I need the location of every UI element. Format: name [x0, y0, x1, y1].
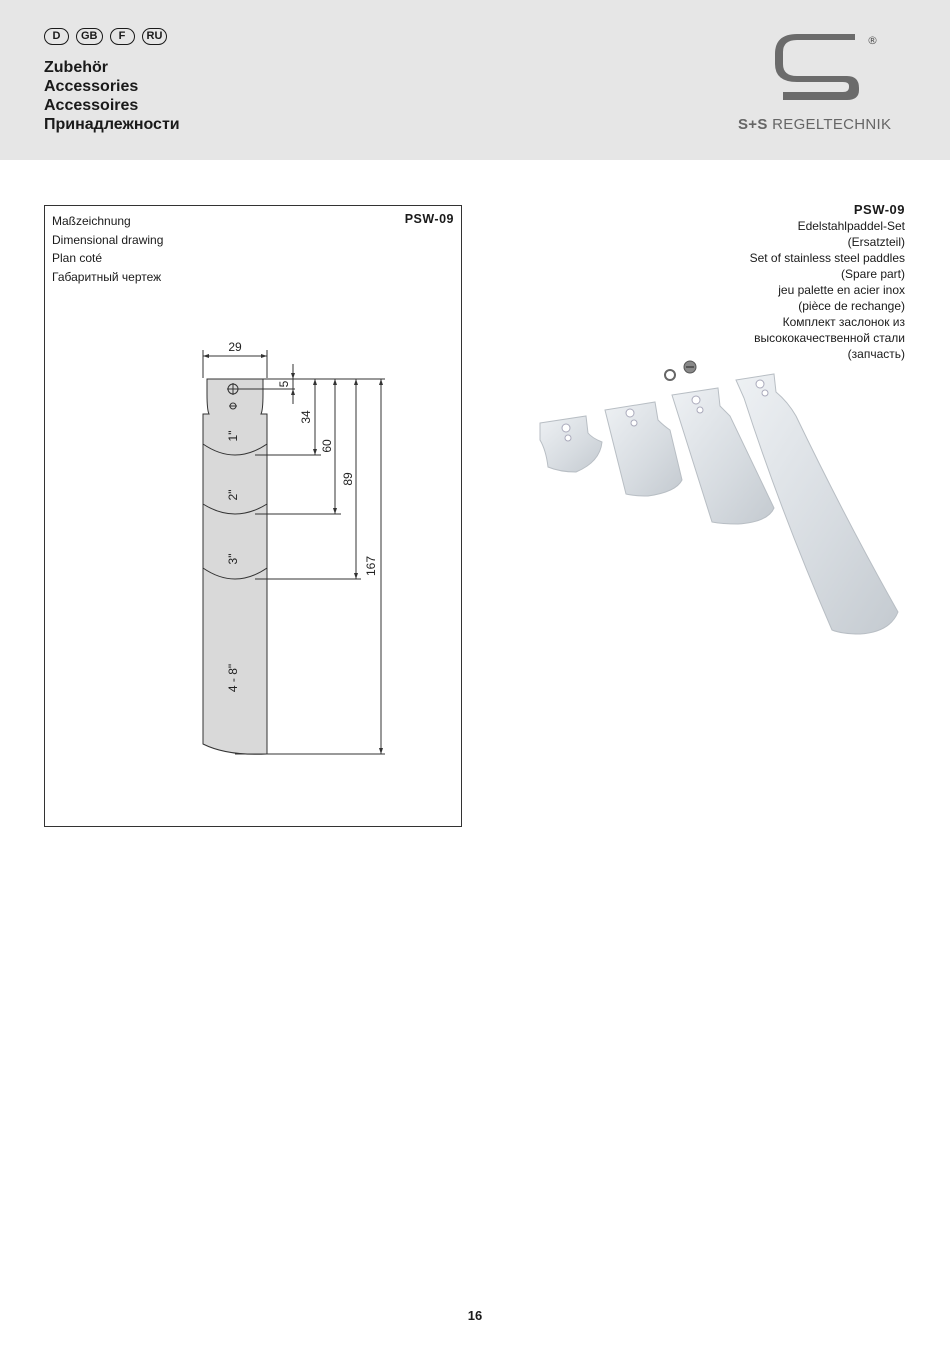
product-line-8: высококачественной стали [754, 331, 905, 345]
size-label-1: 1" [226, 430, 240, 442]
logo-name: REGELTECHNIK [772, 116, 892, 133]
logo-brand: S+S [738, 116, 768, 133]
size-label-4: 4 - 8" [226, 663, 240, 693]
page-number: 16 [467, 1308, 483, 1323]
language-badge-de: D [44, 28, 69, 45]
section-title [44, 58, 180, 134]
dimensional-drawing [44, 205, 462, 827]
dim-hole: 5 [277, 380, 291, 388]
paddle-1 [540, 416, 602, 472]
dim-34: 34 [299, 410, 313, 424]
drawing-label-de: Maßzeichnung [52, 214, 131, 228]
product-code: PSW-09 [853, 202, 905, 217]
size-label-3: 3" [226, 553, 240, 565]
drawing-label-fr: Plan coté [52, 251, 103, 265]
product-photo [530, 350, 910, 650]
product-line-7: Комплект заслонок из [782, 315, 905, 329]
dim-60: 60 [320, 439, 334, 453]
drawing-code: PSW-09 [404, 212, 454, 226]
language-badge-ru: RU [142, 28, 168, 45]
product-line-4: (Spare part) [840, 267, 905, 281]
page-header [0, 0, 950, 160]
paddle-drawing [45, 206, 463, 828]
dim-167: 167 [364, 555, 378, 577]
language-badges [44, 28, 167, 45]
language-badge-f: F [110, 28, 135, 45]
washer-icon [665, 370, 675, 380]
size-label-2: 2" [226, 489, 240, 501]
product-line-3: Set of stainless steel paddles [749, 251, 905, 265]
product-description [605, 202, 905, 362]
title-de: Zubehör [44, 59, 108, 76]
registered-mark: ® [867, 34, 878, 47]
dim-width: 29 [228, 340, 242, 354]
dim-89: 89 [341, 472, 355, 486]
title-fr: Accessoires [44, 97, 139, 114]
product-line-2: (Ersatzteil) [847, 235, 905, 249]
drawing-label-en: Dimensional drawing [52, 232, 164, 247]
drawing-label-ru: Габаритный чертеж [52, 269, 162, 284]
language-badge-gb: GB [76, 28, 103, 45]
title-ru: Принадлежности [44, 116, 180, 133]
product-line-5: jeu palette en acier inox [778, 283, 905, 297]
title-en: Accessories [44, 78, 139, 95]
product-line-9: (запчасть) [847, 347, 905, 361]
product-line-1: Edelstahlpaddel-Set [797, 219, 905, 233]
product-line-6: (pièce de rechange) [798, 299, 905, 313]
paddle-2 [605, 402, 682, 496]
logo-wordmark [738, 116, 908, 133]
